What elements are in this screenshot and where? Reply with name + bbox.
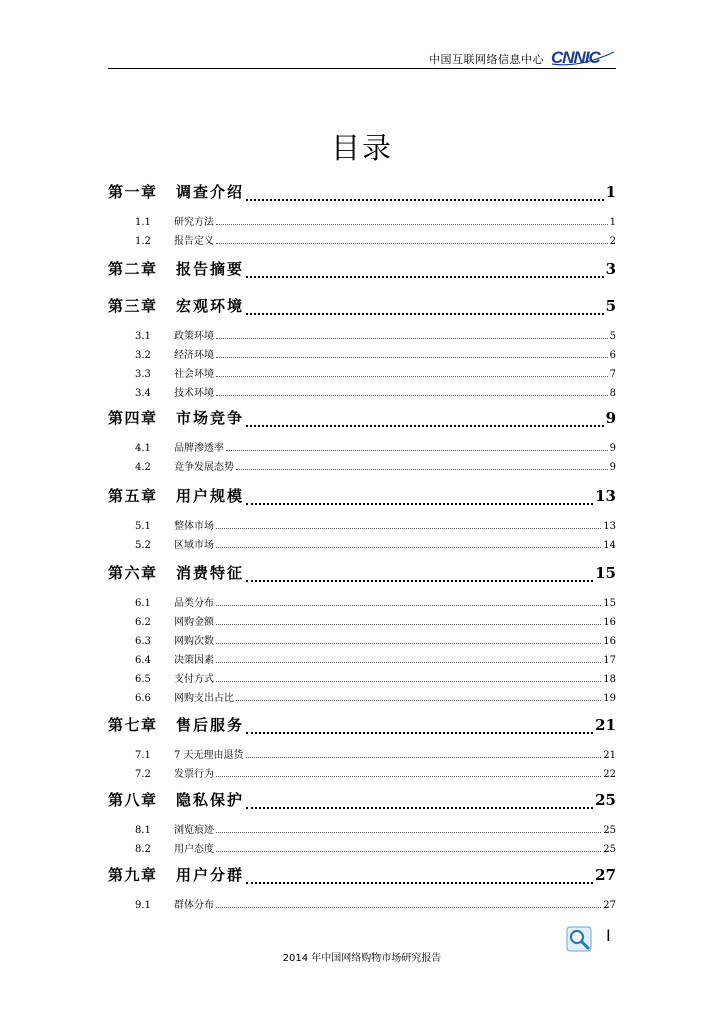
section-title: 支付方式 — [174, 674, 214, 685]
section-page: 14 — [603, 540, 616, 551]
section-number: 1.1 — [135, 217, 151, 228]
header-rule — [108, 68, 616, 69]
section-title: 决策因素 — [174, 655, 214, 666]
chapter-number: 第一章 — [108, 183, 158, 201]
section-page: 21 — [603, 750, 616, 761]
toc-chapter-row[interactable] — [108, 562, 616, 586]
section-title: 浏览痕迹 — [174, 825, 214, 836]
toc-section-row[interactable] — [108, 346, 616, 362]
section-title: 网购金额 — [174, 617, 214, 628]
section-number: 4.1 — [135, 443, 151, 454]
toc-chapter-row[interactable] — [108, 407, 616, 431]
section-number: 3.4 — [135, 388, 151, 399]
section-title: 用户态度 — [174, 844, 214, 855]
section-title: 研究方法 — [174, 217, 214, 228]
dot-leader — [226, 450, 608, 451]
toc-section-row[interactable] — [108, 536, 616, 552]
toc-section-row[interactable] — [108, 384, 616, 400]
section-number: 6.1 — [135, 598, 151, 609]
dot-leader — [246, 313, 604, 315]
footer-report-title: 2014 年中国网络购物市场研究报告 — [282, 953, 442, 964]
toc-chapter-row[interactable] — [108, 258, 616, 282]
dot-leader — [246, 732, 593, 734]
chapter-title: 调查介绍 — [176, 183, 245, 201]
section-title: 社会环境 — [174, 369, 214, 380]
dot-leader — [216, 528, 601, 529]
chapter-number: 第七章 — [108, 716, 158, 734]
toc-section-row[interactable] — [108, 458, 616, 474]
dot-leader — [246, 199, 604, 201]
chapter-title: 宏观环境 — [176, 297, 245, 315]
section-number: 9.1 — [135, 900, 151, 911]
section-number: 6.6 — [135, 693, 151, 704]
section-number: 1.2 — [135, 236, 151, 247]
section-title: 报告定义 — [174, 236, 214, 247]
dot-leader — [246, 425, 604, 427]
section-number: 6.5 — [135, 674, 151, 685]
dot-leader — [246, 276, 604, 278]
section-number: 4.2 — [135, 462, 151, 473]
section-number: 7.1 — [135, 750, 151, 761]
page-header — [108, 48, 616, 70]
toc-section-row[interactable] — [108, 689, 616, 705]
section-number: 3.2 — [135, 350, 151, 361]
dot-leader — [216, 681, 601, 682]
toc-chapter-row[interactable] — [108, 714, 616, 738]
toc-section-row[interactable] — [108, 746, 616, 762]
section-page: 16 — [603, 617, 616, 628]
chapter-page: 15 — [595, 564, 616, 582]
section-page: 15 — [603, 598, 616, 609]
section-title: 经济环境 — [174, 350, 214, 361]
chapter-title: 消费特征 — [176, 564, 245, 582]
toc-section-row[interactable] — [108, 327, 616, 343]
chapter-page: 27 — [595, 866, 616, 884]
chapter-page: 3 — [605, 260, 616, 278]
toc-section-row[interactable] — [108, 765, 616, 781]
toc-chapter-row[interactable] — [108, 485, 616, 509]
section-number: 5.2 — [135, 540, 151, 551]
chapter-page: 9 — [605, 409, 616, 427]
page-number: I — [606, 926, 611, 945]
dot-leader — [216, 547, 601, 548]
section-number: 7.2 — [135, 769, 151, 780]
section-number: 6.4 — [135, 655, 151, 666]
toc-section-row[interactable] — [108, 517, 616, 533]
dot-leader — [216, 662, 601, 663]
cnnic-logo — [550, 48, 616, 66]
chapter-title: 报告摘要 — [176, 260, 245, 278]
toc-section-row[interactable] — [108, 651, 616, 667]
section-title: 网购支出占比 — [174, 693, 234, 704]
toc-section-row[interactable] — [108, 821, 616, 837]
dot-leader — [246, 503, 593, 505]
chapter-number: 第四章 — [108, 409, 158, 427]
section-page: 18 — [603, 674, 616, 685]
chapter-page: 21 — [595, 716, 616, 734]
section-page: 16 — [603, 636, 616, 647]
dot-leader — [216, 338, 608, 339]
page-title: 目录 — [330, 131, 393, 165]
section-page: 7 — [609, 369, 616, 380]
dot-leader — [216, 357, 608, 358]
dot-leader — [216, 605, 601, 606]
dot-leader — [216, 224, 608, 225]
toc-chapter-row[interactable] — [108, 864, 616, 888]
section-page: 8 — [609, 388, 616, 399]
dot-leader — [216, 776, 601, 777]
section-page: 25 — [603, 825, 616, 836]
toc-section-row[interactable] — [108, 840, 616, 856]
section-title: 区域市场 — [174, 540, 214, 551]
dot-leader — [216, 907, 601, 908]
dot-leader — [216, 624, 601, 625]
toc-chapter-row[interactable] — [108, 295, 616, 319]
section-title: 7 天无理由退货 — [174, 750, 244, 761]
section-title: 网购次数 — [174, 636, 214, 647]
section-page: 9 — [609, 443, 616, 454]
section-number: 8.1 — [135, 825, 151, 836]
toc-section-row[interactable] — [108, 365, 616, 381]
section-page: 27 — [603, 900, 616, 911]
section-page: 6 — [609, 350, 616, 361]
chapter-title: 用户分群 — [176, 866, 245, 884]
chapter-title: 隐私保护 — [176, 791, 245, 809]
dot-leader — [216, 851, 601, 852]
toc-section-row[interactable] — [108, 232, 616, 248]
svg-text:CNNIC: CNNIC — [551, 48, 600, 66]
toc-section-row[interactable] — [108, 670, 616, 686]
chapter-number: 第二章 — [108, 260, 158, 278]
section-title: 品牌渗透率 — [174, 443, 224, 454]
section-title: 竞争发展态势 — [174, 462, 234, 473]
chapter-page: 1 — [605, 183, 616, 201]
chapter-number: 第八章 — [108, 791, 158, 809]
section-number: 5.1 — [135, 521, 151, 532]
section-title: 发票行为 — [174, 769, 214, 780]
dot-leader — [236, 700, 601, 701]
section-page: 13 — [603, 521, 616, 532]
section-page: 2 — [609, 236, 616, 247]
section-title: 整体市场 — [174, 521, 214, 532]
chapter-title: 市场竞争 — [176, 409, 245, 427]
section-title: 政策环境 — [174, 331, 214, 342]
dot-leader — [216, 376, 608, 377]
section-title: 技术环境 — [174, 388, 214, 399]
toc-section-row[interactable] — [108, 594, 616, 610]
dot-leader — [216, 243, 608, 244]
chapter-page: 5 — [605, 297, 616, 315]
section-number: 8.2 — [135, 844, 151, 855]
chapter-title: 用户规模 — [176, 487, 245, 505]
chapter-number: 第六章 — [108, 564, 158, 582]
dot-leader — [216, 643, 601, 644]
section-title: 品类分布 — [174, 598, 214, 609]
chapter-number: 第九章 — [108, 866, 158, 884]
chapter-title: 售后服务 — [176, 716, 245, 734]
section-page: 25 — [603, 844, 616, 855]
dot-leader — [246, 807, 593, 809]
section-number: 3.1 — [135, 331, 151, 342]
section-number: 3.3 — [135, 369, 151, 380]
section-page: 22 — [603, 769, 616, 780]
section-page: 19 — [603, 693, 616, 704]
dot-leader — [216, 832, 601, 833]
toc-section-row[interactable] — [108, 896, 616, 912]
section-number: 6.3 — [135, 636, 151, 647]
section-title: 群体分布 — [174, 900, 214, 911]
section-page: 1 — [609, 217, 616, 228]
chapter-page: 25 — [595, 791, 616, 809]
section-page: 9 — [609, 462, 616, 473]
chapter-number: 第三章 — [108, 297, 158, 315]
section-page: 17 — [603, 655, 616, 666]
chapter-number: 第五章 — [108, 487, 158, 505]
section-page: 5 — [609, 331, 616, 342]
toc-section-row[interactable] — [108, 439, 616, 455]
magnifier-icon — [566, 926, 592, 952]
dot-leader — [216, 395, 608, 396]
toc-chapter-row[interactable] — [108, 181, 616, 205]
dot-leader — [246, 882, 593, 884]
toc-section-row[interactable] — [108, 632, 616, 648]
chapter-page: 13 — [595, 487, 616, 505]
header-org-name: 中国互联网络信息中心 — [429, 53, 544, 66]
section-number: 6.2 — [135, 617, 151, 628]
dot-leader — [246, 580, 593, 582]
dot-leader — [246, 757, 602, 758]
toc-section-row[interactable] — [108, 613, 616, 629]
toc-section-row[interactable] — [108, 213, 616, 229]
dot-leader — [236, 469, 608, 470]
toc-chapter-row[interactable] — [108, 789, 616, 813]
